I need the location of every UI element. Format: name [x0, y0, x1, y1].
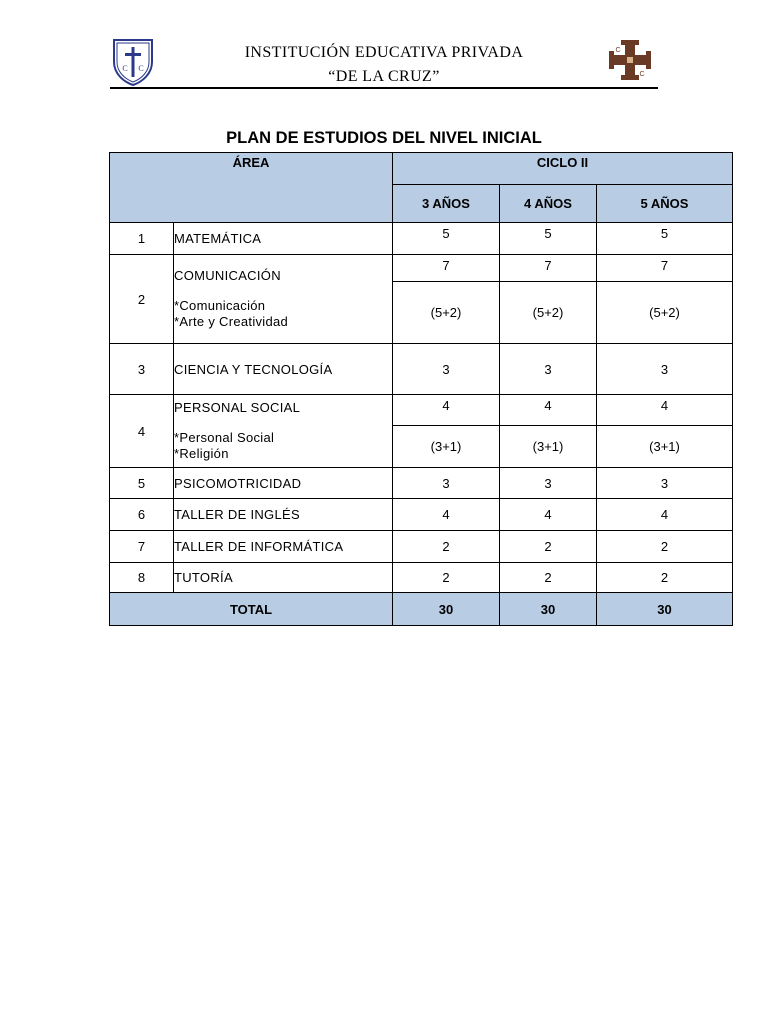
sub-area: *Religión [174, 446, 229, 461]
hours-5: 2 [597, 563, 733, 593]
hours-5: 3 [597, 344, 733, 395]
study-plan-table [109, 152, 733, 626]
hours-5: 5 [597, 223, 733, 255]
institution-name: INSTITUCIÓN EDUCATIVA PRIVADA [244, 44, 524, 61]
row-number: 5 [110, 468, 174, 499]
row-number: 7 [110, 531, 174, 563]
col-header-3-years: 3 AÑOS [393, 185, 500, 223]
row-number: 1 [110, 223, 174, 255]
hours-4: 2 [500, 563, 597, 593]
table-row [110, 499, 733, 531]
hours-3: 4 [393, 395, 500, 426]
hours-3: 4 [393, 499, 500, 531]
area-name: TALLER DE INGLÉS [174, 499, 393, 531]
hours-4: 4 [500, 499, 597, 531]
table-row [110, 563, 733, 593]
area-cell [174, 395, 393, 468]
breakdown-4: (3+1) [500, 426, 597, 468]
breakdown-5: (5+2) [597, 282, 733, 344]
hours-4: 7 [500, 255, 597, 282]
total-5: 30 [597, 593, 733, 626]
document-title: PLAN DE ESTUDIOS DEL NIVEL INICIAL [226, 129, 542, 147]
hours-3: 3 [393, 344, 500, 395]
hours-3: 5 [393, 223, 500, 255]
breakdown-4: (5+2) [500, 282, 597, 344]
total-3: 30 [393, 593, 500, 626]
total-row [110, 593, 733, 626]
hours-4: 4 [500, 395, 597, 426]
area-name: PSICOMOTRICIDAD [174, 468, 393, 499]
row-number: 8 [110, 563, 174, 593]
hours-4: 3 [500, 468, 597, 499]
area-name: PERSONAL SOCIAL [174, 400, 301, 415]
hours-3: 2 [393, 563, 500, 593]
area-name: COMUNICACIÓN [174, 268, 281, 283]
total-4: 30 [500, 593, 597, 626]
hours-3: 2 [393, 531, 500, 563]
school-shield-logo [112, 38, 154, 86]
cross-emblem-logo [606, 38, 654, 82]
table-row [110, 468, 733, 499]
institution-subtitle: “DE LA CRUZ” [328, 68, 440, 85]
logo-right-letter-2: C [639, 71, 645, 78]
col-header-4-years: 4 AÑOS [500, 185, 597, 223]
area-header: ÁREA [110, 153, 393, 223]
hours-4: 3 [500, 344, 597, 395]
breakdown-5: (3+1) [597, 426, 733, 468]
sub-area: *Personal Social [174, 430, 275, 445]
table-row [110, 344, 733, 395]
area-name: TUTORÍA [174, 563, 393, 593]
hours-3: 3 [393, 468, 500, 499]
logo-right-letter-1: C [615, 47, 621, 54]
header-divider [110, 87, 658, 89]
total-label: TOTAL [110, 593, 393, 626]
sub-area: *Comunicación [174, 298, 266, 313]
hours-5: 3 [597, 468, 733, 499]
row-number: 3 [110, 344, 174, 395]
table-row [110, 223, 733, 255]
logo-left-letter-2: C [138, 64, 144, 73]
table-row [110, 255, 733, 282]
area-name: TALLER DE INFORMÁTICA [174, 531, 393, 563]
hours-4: 2 [500, 531, 597, 563]
hours-5: 4 [597, 499, 733, 531]
row-number: 6 [110, 499, 174, 531]
cycle-header: CICLO II [393, 153, 733, 185]
hours-5: 2 [597, 531, 733, 563]
table-row [110, 531, 733, 563]
area-name: CIENCIA Y TECNOLOGÍA [174, 344, 393, 395]
hours-4: 5 [500, 223, 597, 255]
hours-5: 7 [597, 255, 733, 282]
breakdown-3: (5+2) [393, 282, 500, 344]
table-row [110, 395, 733, 426]
row-number: 4 [110, 395, 174, 468]
breakdown-3: (3+1) [393, 426, 500, 468]
area-name: MATEMÁTICA [174, 223, 393, 255]
logo-left-letter-1: C [122, 64, 128, 73]
row-number: 2 [110, 255, 174, 344]
sub-area: *Arte y Creatividad [174, 314, 289, 329]
area-cell [174, 255, 393, 344]
hours-3: 7 [393, 255, 500, 282]
col-header-5-years: 5 AÑOS [597, 185, 733, 223]
hours-5: 4 [597, 395, 733, 426]
